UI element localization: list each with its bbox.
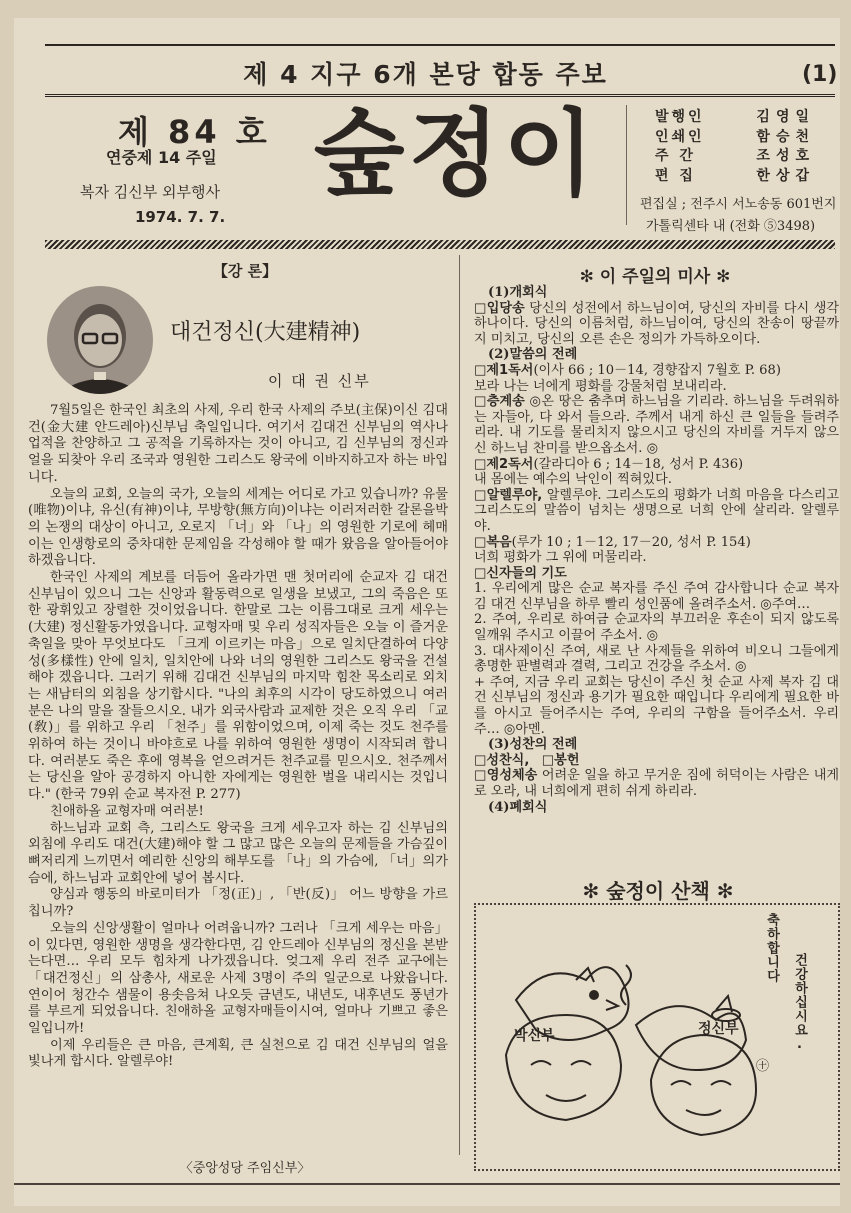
cartoon-caption-health: 건강하십시요.: [792, 953, 807, 1053]
column-divider: [459, 255, 460, 1155]
issue-number: 제 84 호: [118, 113, 271, 151]
communion-antiphon: [474, 768, 839, 799]
item-label: □층계송: [474, 394, 525, 410]
item-label: □입당송: [474, 300, 525, 316]
second-reading: [474, 457, 839, 488]
article-author: 이 대 권 신부: [268, 372, 371, 390]
item-text: 당신의 성전에서 하느님이여, 당신의 자비를 다시 생각하나이다. 당신의 이름처럼, 하느님이여, 당신의 찬송이 땅끝까지 미치고, 당신의 오른 손은 정의가 가득하오이다.: [474, 300, 840, 347]
stroll-section-title: ✻ 숲정이 산책 ✻: [582, 879, 734, 903]
article-paragraph: 오늘의 교회, 오늘의 국가, 오늘의 세계는 어디로 가고 있습니까? 유물(唯物)이냐, 유신(有神)이냐, 무방향(無方向)이냐는 이러저러한 갈론을박의 논쟁의 대상이 아니고, 오로지 「너」와 「나」의 영원한 기로에 헤매이는 인생항로의 중차대한 문제임을 각성해야 할 때가 왔음을 알아들어야 하겠읍니다.: [28, 486, 448, 569]
item-reference: (이사 66 ; 10－14, 경향잡지 7월호 P. 68): [533, 362, 781, 378]
article-paragraph: 친애하올 교형자매 여러분!: [50, 803, 204, 819]
item-text: 내 몸에는 예수의 낙인이 찍혀있다.: [474, 472, 672, 488]
first-reading: [474, 363, 839, 394]
masthead-divider: [626, 105, 627, 225]
staff-role: 인쇄인: [655, 128, 705, 145]
gospel: [474, 535, 839, 566]
cartoon-label-left: 박신부: [514, 1028, 555, 1044]
alleluia: [474, 488, 839, 535]
staff-role: 주 간: [655, 148, 696, 164]
article-paragraph: 이제 우리들은 큰 마음, 큰계획, 큰 실천으로 김 대건 신부님의 얼을 빛나게 합시다. 알렐루야!: [28, 1037, 448, 1070]
editorial-section-head: 【강 론】: [212, 262, 278, 280]
article-paragraph: 오늘의 신앙생활이 얼마나 어려웁니까? 그러나 「크게 세우는 마음」이 있다면, 영원한 생명을 생각한다면, 김 안드레아 신부님의 정신을 본받는다면… 우리 모두 힘차게 나가겠읍니다. 엊그제 우리 전주 교구에는 「대건정신」의 삼총사, 새로운 사제 3명이 주의 일군으로 나왔읍니다. 연이어 청간수 샘물이 용솟음쳐 나오듯 금년도, 내년도, 내후년도 풍년가를 부르게 되었읍니다. 친애하올 교형자매들이시여, 얼마나 기쁘고 좋은 일입니까!: [28, 920, 448, 1037]
mass-part-heading: (1)개회식: [488, 285, 548, 300]
staff-name: 김영일: [756, 109, 815, 125]
article-paragraph: 7월5일은 한국인 최초의 사제, 우리 한국 사제의 주보(主保)이신 김대건(金大建 안드레아)신부님 축일입니다. 여기서 김대건 신부님의 역사나 업적을 찬양하고 그 공적을 기록하자는 것이 아니고, 김 신부님의 정신과 얼을 되찾아 우리 조국과 영원한 그리스도 왕국에 이바지하고자 하는 바입니다.: [28, 403, 448, 485]
item-text: 너희 평화가 그 위에 머물리라.: [474, 550, 647, 566]
feast-note: 복자 김신부 외부행사: [80, 183, 220, 201]
mass-part-heading: (4)폐회식: [488, 799, 548, 815]
cartoon-stamp: ㊉: [756, 1059, 770, 1074]
item-label: □봉헌: [541, 752, 580, 768]
article-paragraph: 하느님과 교회 측, 그리스도 왕국을 크게 세우고자 하는 김 신부님의 외침에 우리도 대건(大建)해야 할 그 많고 많은 오늘의 문제들을 가슴깊이 뼈저리게 느끼면서 예리한 신앙의 해부도를 「나」의 가슴에, 「너」의가슴에, 하느님과 교회안에 넣어 봅시다.: [28, 820, 448, 886]
cartoon-caption-congrats: 축하합니다: [764, 913, 779, 983]
mass-part-heading: (3)성찬의 전례: [488, 737, 578, 753]
top-rule: [45, 44, 835, 46]
item-text: ◎온 땅은 춤추며 하느님을 기리라. 하느님을 두려워하는 자들아, 다 와서 들으라. 주께서 내게 하신 큰 일들을 들려주리라. 내 기도를 물리치지 않으시고 당신의 자비를 거두지 않으신 하느님 찬미를 받으옵소서. ◎: [474, 394, 839, 456]
newsletter-title: 숲정이: [313, 100, 599, 209]
article-paragraph: 양심과 행동의 바로미터가 「정(正)」, 「반(反)」 어느 방향을 가르칩니까?: [28, 887, 448, 920]
staff-row: [655, 106, 815, 126]
article-signoff: 〈중앙성당 주임신부〉: [179, 1161, 311, 1176]
intercession: 3. 대사제이신 주여, 새로 난 사제들을 위하여 비오니 그들에게 총명한 판별력과 결력, 그리고 건강을 주소서. ◎: [474, 643, 839, 675]
bulletin-header: 제 4 지구 6개 본당 합동 주보: [243, 60, 608, 89]
bottom-rule: [14, 1183, 840, 1185]
staff-list: [655, 106, 815, 184]
item-label: □신자들의 기도: [474, 565, 567, 581]
mass-part-heading: (2)말씀의 전례: [488, 347, 578, 363]
intercession: 2. 주여, 우리로 하여금 순교자의 부끄러운 후손이 되지 않도록 일깨워 주시고 이끌어 주소서. ◎: [474, 612, 839, 644]
mass-order: [474, 285, 839, 815]
item-reference: (갈라디아 6 ; 14－18, 성서 P. 436): [533, 456, 744, 472]
staff-row: [655, 145, 815, 165]
mass-section-title: ✻ 이 주일의 미사 ✻: [579, 267, 731, 287]
staff-row: [655, 165, 815, 185]
item-label: □알렐루야,: [474, 487, 543, 503]
item-reference: (루가 10 ; 1－12, 17－20, 성서 P. 154): [511, 534, 751, 550]
ornamental-divider: [45, 240, 835, 249]
office-phone: 가톨릭센타 내 (전화 ⑤3498): [646, 219, 816, 234]
author-photo: [47, 286, 153, 394]
item-text: 알렐루야. 그리스도의 평화가 너희 마음을 다스리고 그리스도의 말씀이 넘치는 생명으로 너희 안에 살리라. 알렐루야.: [474, 487, 839, 534]
cartoon-panel: [474, 903, 840, 1171]
item-label: □제2독서: [474, 456, 534, 472]
staff-name: 한상갑: [756, 167, 815, 184]
article-paragraph: 한국인 사제의 계보를 더듬어 올라가면 맨 첫머리에 순교자 김 대건 신부님이 있으니 그는 신앙과 활동력으로 일생을 보냈고, 그의 죽음은 또한 광휘있고 장렬한 것이었읍니다. 한말로 그는 이름그대로 크게 세우는 (大建) 정신활동가였읍니다. 교형자매 및 우리 성직자들은 오늘 이 즐거운 축일을 맞아 무엇보다도 「크게 이르키는 마음」으로 일치단결하여 다양성(多樣性) 안에 일치, 일치안에 나와 너의 영원한 그리스도 왕국을 건설해야 겠읍니다. 그러기 위해 김대건 신부님의 마지막 힘찬 목소리로 외치는 새남터의 외침을 상기합시다. "나의 최후의 시각이 당도하였으니 여러분은 나의 말을 잘들으시오. 내가 외국사람과 교제한 것은 오직 우리 「교(敎)」를 위하고 우리 「천주」를 위함이었으며, 이제 죽는 것도 천주를 위하여 하는 것이니 바야흐로 나를 위하여 영원한 생명이 시작되려 합니다. 여러분도 죽은 후에 영복을 얻으려거든 천주교를 믿으시오. 천주께서는 당신을 알아 공경하지 아니한 자에게는 영원한 벌을 내리시는 것입니다." (한국 79위 순교 복자전 P. 277): [28, 570, 448, 803]
prayers-of-faithful-heading: [474, 566, 839, 582]
article-title: 대건정신(大建精神): [170, 320, 361, 345]
staff-name: 함승천: [756, 128, 815, 145]
intercession: + 주여, 지금 우리 교회는 당신이 주신 첫 순교 사제 복자 김 대건 신부님의 정신과 용기가 필요한 때입니다 우리에게 필요한 바를 아시고 들어주시는 주여, 우리의 구함을 들어주소서. 우리 주… ◎아멘.: [474, 674, 839, 737]
staff-role: 편 집: [655, 167, 696, 184]
staff-row: [655, 126, 815, 146]
cartoon-label-right: 정신부: [698, 1021, 739, 1037]
issue-date: 1974. 7. 7.: [135, 208, 226, 226]
gradual: [474, 394, 839, 456]
article-body: [28, 403, 448, 1071]
item-label: □성찬식,: [474, 752, 530, 768]
intercession: 1. 우리에게 많은 순교 복자를 주신 주여 감사합니다 순교 복자 김 대건 신부님을 하루 빨리 성인품에 올려주소서. ◎주여…: [474, 581, 839, 612]
eucharist-items: [474, 753, 839, 769]
page-number: (1): [802, 62, 838, 87]
item-label: □제1독서: [474, 362, 534, 378]
staff-role: 발행인: [655, 109, 705, 125]
office-address: 편집실 ; 전주시 서노송동 601번지: [640, 197, 837, 212]
entrance-antiphon: [474, 301, 839, 348]
item-text: 보라 나는 너에게 평화를 강물처럼 보내리라.: [474, 378, 727, 394]
liturgical-week: 연중제 14 주일: [106, 148, 217, 167]
item-text: 어려운 일을 하고 무거운 짐에 허덕이는 사람은 내게로 오라, 내 너희에게 편히 쉬게 하리라.: [474, 768, 839, 799]
staff-name: 조성호: [756, 148, 815, 164]
item-label: □복음: [474, 534, 512, 550]
item-label: □영성체송: [474, 768, 538, 784]
